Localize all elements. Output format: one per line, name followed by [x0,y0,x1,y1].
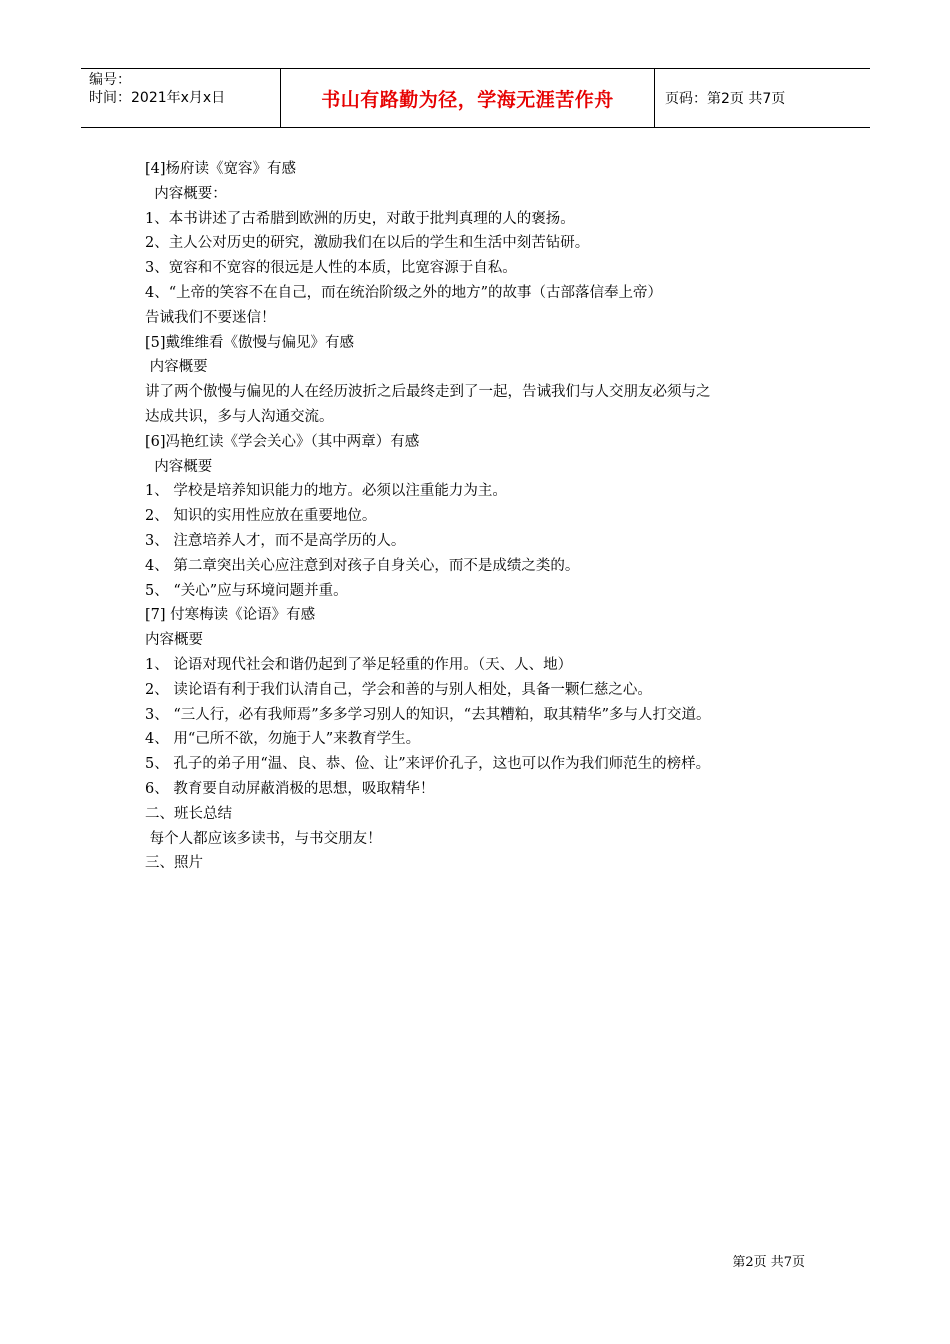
text-line: 2、主人公对历史的研究，激励我们在以后的学生和生活中刻苦钻研。 [145,235,590,252]
text-line: 2、 读论语有利于我们认清自己，学会和善的与别人相处，具备一颗仁慈之心。 [145,681,652,698]
text-line: 3、 “三人行，必有我师焉”多多学习别人的知识，“去其糟粕，取其精华”多与人打交道。 [145,706,711,723]
text-line: 每个人都应该多读书，与书交朋友！ [145,830,382,847]
text-line: 5、 孔子的弟子用“温、良、恭、俭、让”来评价孔子，这也可以作为我们师范生的榜样。 [145,756,711,773]
text-line: 6、 教育要自动屏蔽消极的思想，吸取精华！ [145,780,435,797]
text-line: 1、本书讲述了古希腊到欧洲的历史，对敢于批判真理的人的褒扬。 [145,210,575,227]
text-line: 内容概要 [145,632,203,649]
text-line: [6]冯艳红读《学会关心》（其中两章）有感 [145,433,420,450]
text-line: 3、宽容和不宽容的很远是人性的本质，比宽容源于自私。 [145,260,517,277]
text-line: 4、 第二章突出关心应注意到对孩子自身关心，而不是成绩之类的。 [145,557,580,574]
page-header [81,68,870,128]
header-page-number: 页码：第2页 共7页 [665,91,786,107]
text-line: [4]杨府读《宽容》有感 [145,161,297,177]
document-body [145,157,825,876]
text-line: [7] 付寒梅读《论语》有感 [145,607,316,624]
text-line: 2、 知识的实用性应放在重要地位。 [145,508,377,525]
text-line: 二、班长总结 [145,805,232,822]
header-info-cell [81,69,281,127]
text-line: 5、 “关心”应与环境问题并重。 [145,582,348,599]
text-line: 告诫我们不要迷信！ [145,309,276,326]
text-line: 1、 论语对现代社会和谐仍起到了举足轻重的作用。（天、人、地） [145,656,573,673]
text-line: 讲了两个傲慢与偏见的人在经历波折之后最终走到了一起，告诫我们与人交朋友必须与之 [145,384,711,401]
text-line: 4、“上帝的笑容不在自己，而在统治阶级之外的地方”的故事（古部落信奉上帝） [145,284,663,301]
text-line: 1、 学校是培养知识能力的地方。必须以注重能力为主。 [145,483,507,500]
text-line: 内容概要 [145,359,208,376]
document-date-label: 时间：2021年x月x日 [89,90,226,106]
text-line: [5]戴维维看《傲慢与偏见》有感 [145,334,355,351]
text-line: 内容概要： [145,185,227,202]
text-line: 3、 注意培养人才，而不是高学历的人。 [145,532,406,549]
text-line: 内容概要 [145,458,213,475]
text-line: 4、 用“己所不欲，勿施于人”来教育学生。 [145,731,421,748]
header-motto: 书山有路勤为径，学海无涯苦作舟 [281,69,655,127]
footer-page-number: 第2页 共7页 [732,1255,805,1270]
text-line: 达成共识，多与人沟通交流。 [145,408,334,425]
text-line: 三、照片 [145,855,203,872]
document-number-label: 编号： [89,72,131,88]
